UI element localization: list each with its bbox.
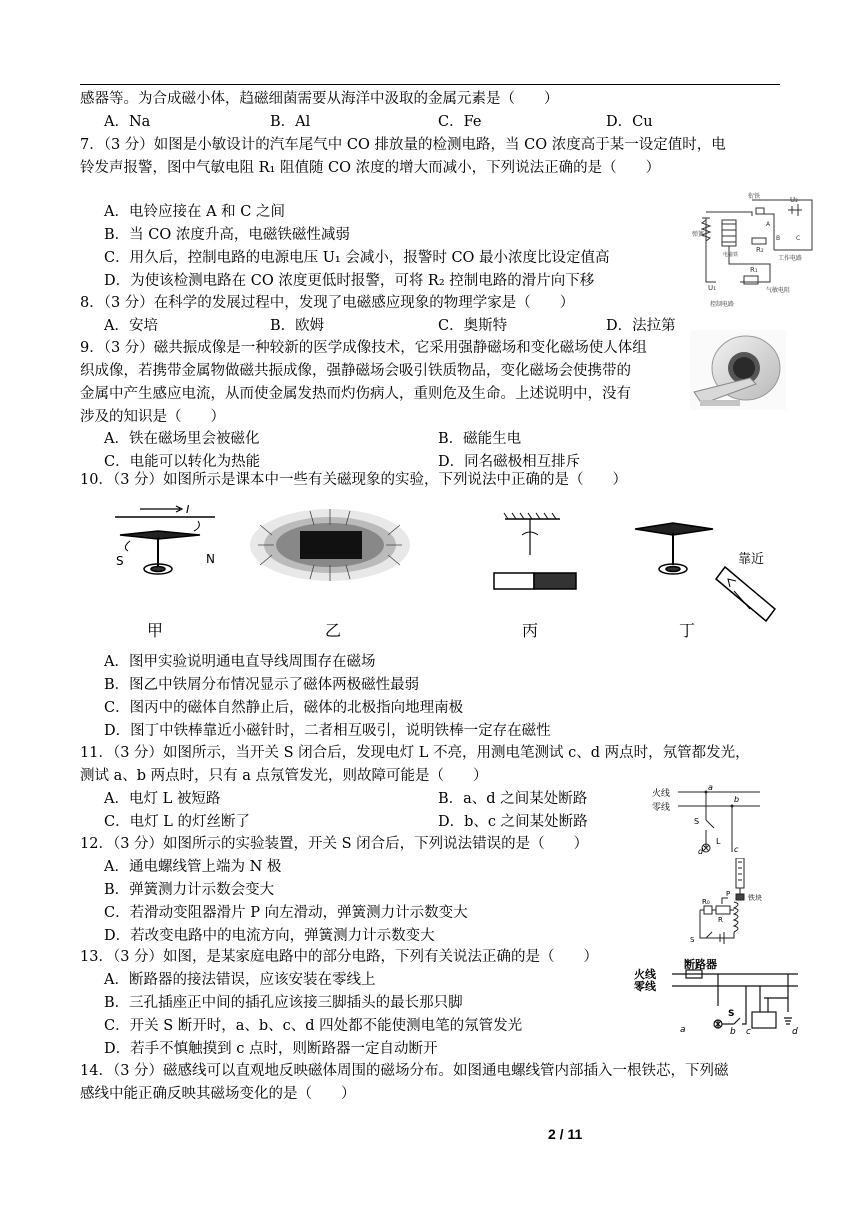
fig-label-ding: 丁: [679, 621, 696, 640]
q13-label-b: b: [730, 1027, 736, 1034]
q12-label-s: S: [690, 936, 695, 944]
q13-option-a: A．断路器的接法错误，应该安装在零线上: [104, 972, 376, 988]
q7-label-r2: R₂: [756, 246, 764, 254]
q13-circuit-figure: [634, 958, 800, 1034]
q7-circuit-figure: [692, 190, 818, 310]
q11-label-b: b: [734, 795, 740, 804]
q11-label-a: a: [708, 783, 713, 792]
q11-label-c: c: [734, 845, 739, 854]
fig-jia-current-label: I: [186, 505, 190, 516]
q12-label-r: R: [718, 916, 723, 924]
q7-label-control-circuit: 控制电路: [710, 301, 735, 308]
q13-option-b: B．三孔插座正中间的插孔应该接三脚插头的最长那只脚: [104, 995, 463, 1011]
q9-stem-line4: 涉及的知识是（ ）: [80, 409, 225, 425]
q11-circuit-figure: [652, 782, 762, 854]
fig-bing-suspended-magnet: [494, 513, 576, 589]
q7-option-a: A．电铃应接在 A 和 C 之间: [104, 204, 285, 220]
q7-label-spring: 弹簧: [692, 231, 705, 238]
q7-label-r1: R₁: [750, 266, 758, 274]
q12-label-iron: 铁块: [748, 894, 762, 902]
q13-label-c: c: [746, 1027, 751, 1034]
q10-option-b: B．图乙中铁屑分布情况显示了磁体两极磁性最弱: [104, 677, 420, 693]
q12-label-p: P: [726, 890, 731, 898]
q9-stem-line2: 织成像，若携带金属物做磁共振成像，强静磁场会吸引铁质物品，变化磁场会使携带的: [80, 363, 631, 379]
header-rule: [80, 84, 780, 85]
fig-ding-near-label: 靠近: [738, 552, 765, 567]
q9-stem-line3: 金属中产生感应电流，从而使金属发热而灼伤病人，重则危及生命。上述说明中，没有: [80, 386, 631, 402]
q13-label-neutral: 零线: [634, 980, 656, 993]
q6-stem: 感器等。为合成磁小体，趋磁细菌需要从海洋中汲取的金属元素是（ ）: [80, 91, 559, 107]
q7-label-a: A: [766, 221, 771, 228]
fig-jia-oersted: [115, 506, 215, 574]
fig-label-yi: 乙: [325, 621, 342, 640]
q13-stem: 13．（3 分）如图，是某家庭电路中的部分电路，下列有关说法正确的是（ ）: [80, 949, 599, 965]
q10-stem: 10．（3 分）如图所示是课本中一些有关磁现象的实验，下列说法中正确的是（ ）: [80, 472, 628, 488]
q7-label-electromagnet: 电磁铁: [723, 252, 739, 258]
fig-ding-compass-iron: [635, 523, 775, 621]
q13-label-breaker: 断路器: [684, 958, 717, 971]
q13-option-d: D．若手不慎触摸到 c 点时，则断路器一定自动断开: [104, 1041, 438, 1057]
page-number: 2 / 11: [548, 1126, 583, 1142]
q6-option-a: A．Na: [104, 114, 151, 130]
q8-option-d: D．法拉第: [606, 318, 676, 334]
q11-option-d: D．b、c 之间某处断路: [438, 814, 588, 830]
q8-option-a: A．安培: [104, 318, 158, 334]
q7-stem-line1: 7．（3 分）如图是小敏设计的汽车尾气中 CO 排放量的检测电路，当 CO 浓度高于某一设定值时，电: [80, 137, 726, 153]
q7-stem-line2: 铃发声报警，图中气敏电阻 R₁ 阻值随 CO 浓度的增大而减小，下列说法正确的是（ ）: [80, 160, 661, 176]
q9-option-b: B．磁能生电: [438, 431, 522, 447]
q9-option-d: D．同名磁极相互排斥: [438, 454, 581, 470]
q6-option-c: C．Fe: [438, 114, 482, 130]
fig-label-jia: 甲: [147, 621, 164, 640]
q12-option-a: A．通电螺线管上端为 N 极: [104, 859, 282, 875]
q12-option-b: B．弹簧测力计示数会变大: [104, 882, 275, 898]
q11-label-l: L: [716, 837, 721, 846]
q9-stem-line1: 9．（3 分）磁共振成像是一种较新的医学成像技术，它采用强静磁场和变化磁场使人体组: [80, 340, 647, 356]
q7-label-u2: U₂: [790, 196, 798, 204]
q6-option-d: D．Cu: [606, 114, 653, 130]
q9-option-c: C．电能可以转化为热能: [104, 454, 261, 470]
mri-machine-image: [690, 330, 786, 410]
q7-option-c: C．用久后，控制电路的电源电压 U₁ 会减小，报警时 CO 最小浓度比设定值高: [104, 250, 610, 266]
q10-option-c: C．图丙中的磁体自然静止后，磁体的北极指向地理南极: [104, 700, 464, 716]
q7-option-d: D．为使该检测电路在 CO 浓度更低时报警，可将 R₂ 控制电路的滑片向下移: [104, 273, 595, 289]
q11-option-b: B．a、d 之间某处断路: [438, 791, 588, 807]
q13-label-s: S: [728, 1009, 735, 1019]
q12-option-c: C．若滑动变阻器滑片 P 向左滑动，弹簧测力计示数变大: [104, 905, 468, 921]
q13-label-d: d: [792, 1027, 798, 1034]
q10-option-a: A．图甲实验说明通电直导线周围存在磁场: [104, 654, 376, 670]
q11-option-c: C．电灯 L 的灯丝断了: [104, 814, 250, 830]
q11-stem-line1: 11．（3 分）如图所示，当开关 S 闭合后，发现电灯 L 不亮，用测电笔测试 c、d 两点时，氖管都发光，: [80, 745, 750, 761]
q11-label-live: 火线: [652, 789, 671, 799]
q12-circuit-figure: [676, 858, 780, 944]
q8-option-b: B．欧姆: [270, 318, 325, 334]
q7-label-armature: 衔铁: [748, 193, 761, 200]
q7-label-b: B: [776, 235, 781, 242]
q13-option-c: C．开关 S 断开时，a、b、c、d 四处都不能使测电笔的氖管发光: [104, 1018, 523, 1034]
q12-stem: 12．（3 分）如图所示的实验装置，开关 S 闭合后，下列说法错误的是（ ）: [80, 836, 589, 852]
fig-yi-iron-filings: [250, 509, 410, 581]
fig-jia-s-label: S: [116, 554, 124, 568]
q9-option-a: A．铁在磁场里会被磁化: [104, 431, 260, 447]
q7-label-work-circuit: 工作电路: [778, 255, 803, 262]
q10-option-d: D．图丁中铁棒靠近小磁针时，二者相互吸引，说明铁棒一定存在磁性: [104, 723, 551, 739]
q13-label-a: a: [680, 1025, 686, 1034]
q7-label-u1: U₁: [708, 284, 716, 292]
q11-label-neutral: 零线: [652, 803, 671, 813]
q11-stem-line2: 测试 a、b 两点时，只有 a 点氖管发光，则故障可能是（ ）: [80, 768, 488, 784]
q11-option-a: A．电灯 L 被短路: [104, 791, 221, 807]
fig-label-bing: 丙: [522, 621, 539, 640]
q11-label-s: S: [694, 817, 700, 826]
q7-label-c: C: [796, 235, 801, 242]
q14-stem-line1: 14．（3 分）磁感线可以直观地反映磁体周围的磁场分布。如图通电螺线管内部插入一根铁芯，下列磁: [80, 1063, 729, 1079]
q7-option-b: B．当 CO 浓度升高，电磁铁磁性减弱: [104, 227, 350, 243]
q7-label-sensor: 气敏电阻: [766, 287, 791, 294]
q12-option-d: D．若改变电路中的电流方向，弹簧测力计示数变大: [104, 928, 435, 944]
q13-label-live: 火线: [634, 968, 656, 981]
fig-jia-n-label: N: [206, 552, 215, 566]
q8-stem: 8．（3 分）在科学的发展过程中，发现了电磁感应现象的物理学家是（ ）: [80, 295, 575, 311]
q14-stem-line2: 感线中能正确反映其磁场变化的是（ ）: [80, 1086, 356, 1102]
q12-label-r0: R₀: [702, 898, 710, 906]
q6-option-b: B．Al: [270, 114, 311, 130]
q8-option-c: C．奥斯特: [438, 318, 508, 334]
q11-label-d: d: [698, 847, 704, 854]
